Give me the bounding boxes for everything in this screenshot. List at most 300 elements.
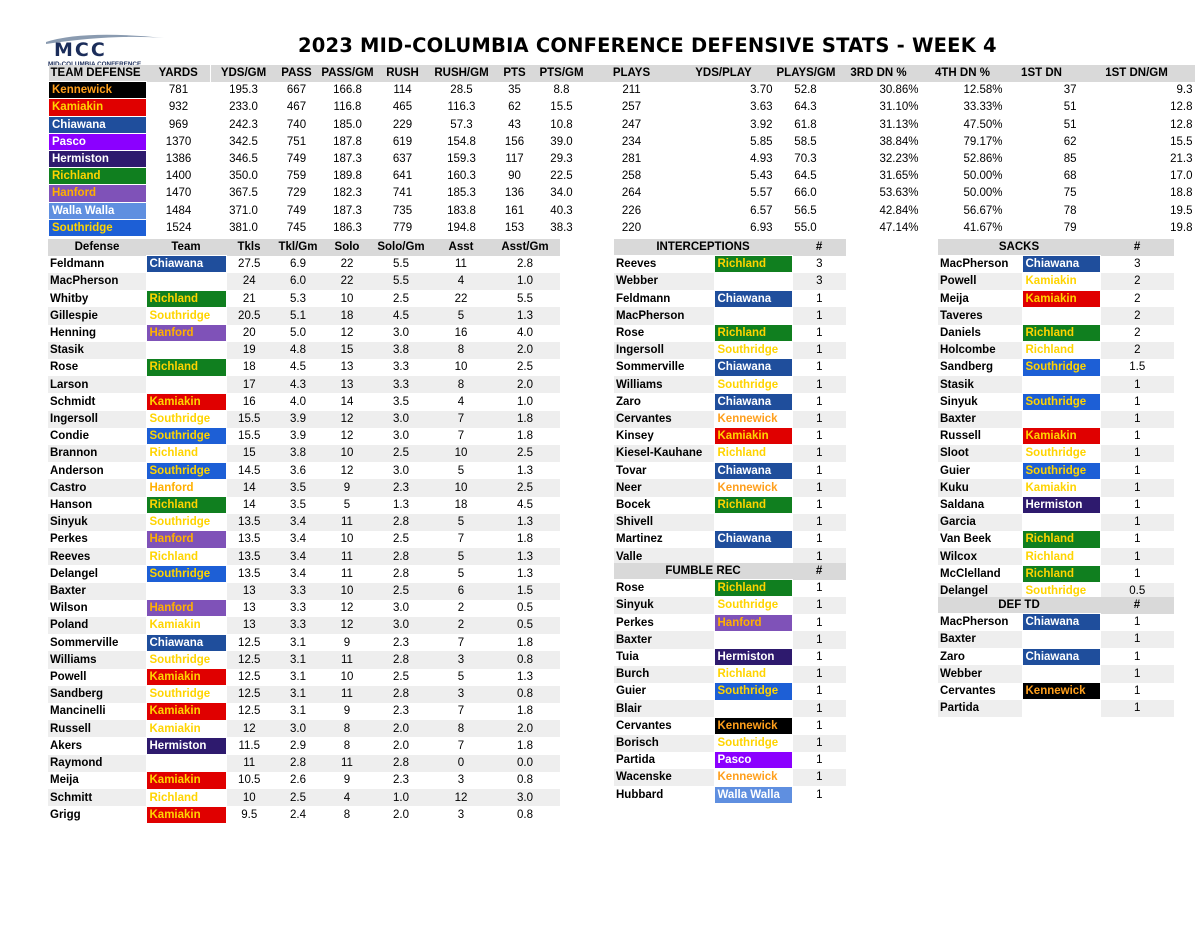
table-row (48, 565, 560, 582)
stat-cell: 2.8 (272, 755, 324, 772)
column-header: Asst/Gm (490, 239, 560, 256)
player-name: Ingersoll (48, 411, 146, 428)
table-row (614, 462, 846, 479)
stat-cell: 15.5 (1170, 135, 1193, 148)
stat-cell: 64.5 (794, 170, 817, 183)
stat-cell: 3.5 (393, 395, 409, 408)
player-name: Feldmann (50, 258, 105, 271)
player-name: Williams (48, 651, 146, 668)
stat-cell: 781 (168, 84, 189, 97)
stat-cell: 4 (324, 789, 370, 806)
column-header: RUSH/GM (427, 65, 497, 82)
stat-cell: 3.4 (290, 567, 306, 580)
stat-cell: 12 (340, 602, 354, 615)
player-name: Raymond (48, 755, 146, 772)
stat-cell: 68 (1063, 170, 1077, 183)
player-name: Shivell (614, 514, 714, 531)
stat-cell: 50.00% (963, 187, 1003, 200)
stat-cell: 17.0 (1170, 170, 1193, 183)
stat-cell: 2.0 (370, 720, 432, 737)
table-row (614, 717, 846, 734)
stat-cell: 2 (1134, 292, 1141, 305)
team-cell: Chiawana (714, 359, 792, 376)
stat-cell: 85 (1063, 153, 1077, 166)
stat-cell: 4.3 (272, 376, 324, 393)
stat-cell: 1 (1100, 665, 1174, 682)
team-cell: Chiawana (49, 116, 147, 133)
stat-cell: 1 (1100, 514, 1174, 531)
stat-cell: 47.14% (879, 221, 919, 234)
stat-cell: 7 (457, 636, 465, 649)
team-cell: Richland (714, 666, 792, 683)
stat-cell: 16 (454, 327, 468, 340)
stat-cell: 183.8 (447, 204, 476, 217)
stat-cell: 3.0 (370, 617, 432, 634)
stat-cell: 1.3 (517, 567, 533, 580)
column-header: PASS/GM (317, 65, 379, 82)
stat-cell: 62 (508, 101, 521, 114)
stat-cell: 0.5 (490, 617, 560, 634)
stat-cell: 9 (343, 636, 351, 649)
stat-cell: 1.0 (490, 273, 560, 290)
player-name: Delangel (50, 567, 98, 580)
stat-cell: 1 (816, 430, 823, 443)
stat-cell: 258 (621, 170, 642, 183)
player-name: Sommerville (616, 361, 685, 374)
stat-cell: 4.0 (290, 395, 306, 408)
team-cell: Walla Walla (714, 514, 792, 531)
team-cell: Chiawana (714, 307, 792, 324)
table-row (938, 342, 1174, 359)
table-row (938, 614, 1174, 631)
stat-cell: 58.5 (794, 135, 817, 148)
stat-cell: 9 (324, 479, 370, 496)
team-cell: Southridge (714, 376, 792, 393)
table-row (48, 359, 560, 376)
stat-cell: 31.65% (879, 170, 919, 183)
stat-cell: 1 (816, 499, 823, 512)
stat-cell: 14 (226, 479, 272, 496)
stat-cell: 2.5 (517, 361, 533, 374)
table-row (614, 256, 846, 273)
stat-cell: 3 (792, 273, 846, 290)
table-row (614, 307, 846, 324)
stat-cell: 3.70 (750, 84, 773, 97)
table-row (614, 531, 846, 548)
stat-cell: 1 (1100, 445, 1174, 462)
stat-cell: 5.5 (370, 273, 432, 290)
stat-cell: 52.86% (963, 153, 1003, 166)
stat-cell: 2 (1134, 327, 1141, 340)
stat-cell: 12.5 (226, 651, 272, 668)
player-name: Kinsey (616, 430, 654, 443)
stat-cell: 2.3 (393, 705, 409, 718)
table-row (49, 202, 1195, 219)
player-name: Martinez (616, 533, 663, 546)
team-cell: Kamiakin (146, 617, 226, 634)
stat-cell: 3.8 (370, 342, 432, 359)
section-header: SACKS (938, 239, 1100, 256)
table-row (614, 580, 846, 597)
stat-cell: 53.63% (879, 187, 919, 200)
team-cell: Chiawana (714, 700, 792, 717)
table-row (938, 428, 1174, 445)
stat-cell: 7 (457, 533, 465, 546)
stat-cell: 13 (226, 617, 272, 634)
table-row (614, 290, 846, 307)
stat-cell: 38.84% (879, 135, 919, 148)
stat-cell: 211 (622, 84, 641, 97)
section-header: DEF TD (938, 597, 1100, 614)
stat-cell: 12.58% (963, 84, 1003, 97)
stat-cell: 14.5 (238, 464, 261, 477)
stat-cell: 12 (324, 617, 370, 634)
stat-cell: 1 (816, 361, 823, 374)
stat-cell: 18 (242, 361, 256, 374)
table-row (614, 666, 846, 683)
table-row (48, 720, 560, 737)
mcc-logo (44, 32, 169, 68)
table-row (48, 548, 560, 565)
stat-cell: 3.3 (272, 617, 324, 634)
stat-cell: 5 (457, 671, 465, 684)
stat-cell: 3 (432, 686, 490, 703)
stat-cell: 3.1 (290, 705, 306, 718)
column-header: Asst (432, 239, 490, 256)
stat-cell: 7 (457, 705, 465, 718)
column-header: 3RD DN % (837, 65, 921, 82)
stat-cell: 194.8 (447, 221, 476, 234)
table-row (49, 82, 1195, 99)
stat-cell: 10 (324, 583, 370, 600)
player-name: Brannon (48, 445, 146, 462)
stat-cell: 13.5 (226, 514, 272, 531)
stat-cell: 51 (1063, 118, 1077, 131)
stat-cell: 153 (504, 221, 525, 234)
stat-cell: 12 (340, 430, 354, 443)
table-row (614, 631, 846, 648)
column-header: Tkls (226, 239, 272, 256)
table-row (48, 514, 560, 531)
stat-cell: 6.57 (750, 204, 773, 217)
stat-cell: 11 (226, 755, 272, 772)
team-cell: Richland (1022, 548, 1100, 565)
player-name: Van Beek (940, 533, 992, 546)
team-cell: Hermiston (714, 649, 792, 666)
team-cell: Southridge (1022, 445, 1100, 462)
team-cell: Richland (714, 497, 792, 514)
stat-cell: 51 (1063, 101, 1077, 114)
stat-cell: 1 (1134, 395, 1141, 408)
team-cell: Southridge (1022, 359, 1100, 376)
team-cell: Kennewick (714, 411, 792, 428)
stat-cell: 2.5 (393, 671, 409, 684)
table-row (614, 614, 846, 631)
stat-cell: 1 (792, 769, 846, 786)
sacks-table (938, 239, 1174, 600)
stat-cell: 1 (1100, 411, 1174, 428)
table-row (48, 772, 560, 789)
stat-cell: 14 (340, 395, 354, 408)
stat-cell: 62 (1063, 135, 1077, 148)
stat-cell: 12 (340, 327, 354, 340)
table-row (938, 393, 1174, 410)
stat-cell: 70.3 (794, 153, 817, 166)
stat-cell: 381.0 (229, 221, 258, 234)
team-cell: Hanford (146, 600, 226, 617)
stat-cell: 47.50% (963, 118, 1003, 131)
stat-cell: 5 (457, 464, 465, 477)
stat-cell: 4.5 (290, 361, 306, 374)
player-name: Sloot (938, 445, 1022, 462)
player-name: Perkes (50, 533, 88, 546)
stat-cell: 1 (1100, 631, 1174, 648)
stat-cell: 1 (1134, 430, 1141, 443)
stat-cell: 741 (392, 187, 413, 200)
stat-cell: 2.9 (290, 739, 306, 752)
player-name: Rose (616, 582, 645, 595)
player-name: Williams (614, 376, 714, 393)
stat-cell: 11 (324, 686, 370, 703)
stat-cell: 1.8 (490, 411, 560, 428)
team-cell: Chiawana (714, 290, 792, 307)
stat-cell: 3.1 (290, 671, 306, 684)
player-name: Saldana (940, 499, 985, 512)
stat-cell: 740 (286, 118, 307, 131)
stat-cell: 5 (343, 499, 351, 512)
player-name: Cervantes (614, 411, 714, 428)
table-row (938, 565, 1174, 582)
stat-cell: 2.3 (393, 774, 409, 787)
stat-cell: 281 (621, 153, 642, 166)
player-name: Hubbard (616, 788, 664, 801)
team-cell: Kamiakin (146, 703, 226, 720)
team-cell: Pasco (714, 548, 792, 565)
stat-cell: 1.3 (490, 307, 560, 324)
stat-cell: 30.86% (879, 84, 919, 97)
team-cell: Kamiakin (146, 720, 226, 737)
stat-cell: 1.0 (517, 395, 533, 408)
stat-cell: 1 (816, 685, 823, 698)
page-title: 2023 MID-COLUMBIA CONFERENCE DEFENSIVE STATS - WEEK 4 (298, 34, 997, 57)
team-cell: Richland (49, 168, 147, 185)
stat-cell: 7 (457, 430, 465, 443)
column-header: RUSH (379, 65, 427, 82)
team-cell: Richland (1022, 325, 1100, 342)
stat-cell: 33.33% (963, 101, 1003, 114)
player-name: Tovar (616, 464, 647, 477)
column-header: Team (146, 239, 226, 256)
table-row (48, 307, 560, 324)
player-name: Webber (938, 665, 1022, 682)
column-header: # (1100, 597, 1174, 614)
team-cell: Southridge (1022, 583, 1100, 600)
stat-cell: 28.5 (450, 84, 473, 97)
stat-cell: 6.93 (750, 221, 773, 234)
stat-cell: 18 (454, 499, 468, 512)
stat-cell: 0.8 (517, 808, 533, 821)
stat-cell: 10.8 (550, 118, 573, 131)
team-cell: Southridge (146, 565, 226, 582)
table-row (48, 325, 560, 342)
stat-cell: 187.3 (333, 153, 362, 166)
stat-cell: 9.5 (241, 808, 258, 821)
team-cell: Hermiston (146, 737, 226, 754)
stat-cell: 0.8 (490, 651, 560, 668)
player-name: Rose (50, 361, 79, 374)
player-name: Grigg (50, 808, 81, 821)
table-row (48, 256, 560, 273)
stat-cell: 3.4 (272, 548, 324, 565)
stat-cell: 15 (324, 342, 370, 359)
table-row (48, 634, 560, 651)
stat-cell: 3.9 (290, 430, 306, 443)
stat-cell: 4 (432, 273, 490, 290)
stat-cell: 2.8 (370, 514, 432, 531)
table-row (938, 307, 1174, 324)
player-name: Baxter (48, 583, 146, 600)
stat-cell: 6 (432, 583, 490, 600)
stat-cell: 1524 (165, 221, 192, 234)
team-cell: Kamiakin (1022, 428, 1100, 445)
team-cell: Walla Walla (49, 202, 147, 219)
stat-cell: 79.17% (963, 135, 1003, 148)
stat-cell: 3.9 (272, 411, 324, 428)
stat-cell: 185.3 (447, 187, 476, 200)
player-name: Partida (938, 700, 1022, 717)
team-cell: Chiawana (714, 531, 792, 548)
team-cell: Chiawana (146, 583, 226, 600)
stat-cell: 11 (324, 514, 370, 531)
stat-cell: 43 (508, 118, 521, 131)
player-name: Daniels (940, 327, 981, 340)
stat-cell: 932 (168, 101, 189, 114)
player-name: Rose (616, 327, 645, 340)
player-name: Reeves (48, 548, 146, 565)
stat-cell: 2.0 (393, 739, 409, 752)
player-name: Sinyuk (940, 395, 978, 408)
stat-cell: 1 (816, 616, 823, 629)
team-cell: Chiawana (1022, 648, 1100, 665)
stat-cell: 13.5 (238, 567, 261, 580)
stat-cell: 3.3 (370, 376, 432, 393)
stat-cell: 2.0 (490, 342, 560, 359)
stat-cell: 0.5 (517, 602, 533, 615)
stat-cell: 1 (816, 533, 823, 546)
stat-cell: 11 (324, 651, 370, 668)
table-row (938, 665, 1174, 682)
stat-cell: 12.8 (1170, 118, 1193, 131)
player-name: Cervantes (940, 685, 996, 698)
stat-cell: 5 (432, 548, 490, 565)
stat-cell: 13 (324, 376, 370, 393)
player-name: Holcombe (938, 342, 1022, 359)
team-cell: Kamiakin (146, 393, 226, 410)
player-name: Neer (614, 479, 714, 496)
stat-cell: 4.0 (517, 327, 533, 340)
stat-cell: 1 (1134, 567, 1141, 580)
player-name: Baxter (938, 631, 1022, 648)
player-name: Castro (48, 479, 146, 496)
stat-cell: 234 (621, 135, 642, 148)
stat-cell: 1 (1100, 700, 1174, 717)
stat-cell: 3.1 (290, 636, 306, 649)
stat-cell: 64.3 (794, 101, 817, 114)
table-row (614, 769, 846, 786)
stat-cell: 21.3 (1170, 153, 1193, 166)
team-cell: Southridge (146, 686, 226, 703)
stat-cell: 247 (621, 118, 642, 131)
stat-cell: 1 (1134, 685, 1141, 698)
stat-cell: 9 (343, 774, 351, 787)
stat-cell: 3 (457, 808, 465, 821)
stat-cell: 56.5 (794, 204, 817, 217)
stat-cell: 4.8 (272, 342, 324, 359)
player-name: Guier (616, 685, 647, 698)
stat-cell: 1 (816, 754, 823, 767)
stat-cell: 1 (792, 479, 846, 496)
stat-cell: 3 (432, 651, 490, 668)
player-name: Meija (50, 774, 79, 787)
player-name: Stasik (938, 376, 1022, 393)
stat-cell: 619 (392, 135, 413, 148)
table-row (938, 683, 1174, 700)
stat-cell: 13 (242, 602, 256, 615)
stat-cell: 12.5 (226, 686, 272, 703)
stat-cell: 42.84% (879, 204, 919, 217)
table-row (938, 531, 1174, 548)
stat-cell: 8.8 (553, 84, 570, 97)
stat-cell: 37 (1063, 84, 1077, 97)
stat-cell: 1484 (165, 204, 192, 217)
table-row (614, 735, 846, 752)
stat-cell: 3.1 (272, 651, 324, 668)
stat-cell: 264 (621, 187, 642, 200)
stat-cell: 2.5 (370, 445, 432, 462)
stat-cell: 15.5 (238, 430, 261, 443)
stat-cell: 1.3 (517, 671, 533, 684)
player-name: Baxter (614, 631, 714, 648)
table-row (614, 273, 846, 290)
stat-cell: 12.5 (238, 636, 261, 649)
stat-cell: 41.67% (963, 221, 1003, 234)
stat-cell: 1.8 (517, 739, 533, 752)
stat-cell: 5.5 (517, 292, 533, 305)
stat-cell: 66.0 (794, 187, 817, 200)
stat-cell: 9 (343, 705, 351, 718)
stat-cell: 1 (816, 719, 823, 732)
stat-cell: 12 (340, 464, 354, 477)
stat-cell: 14 (242, 499, 256, 512)
stat-cell: 1 (792, 597, 846, 614)
stat-cell: 5.1 (272, 307, 324, 324)
stat-cell: 1 (816, 292, 823, 305)
stat-cell: 371.0 (229, 204, 258, 217)
table-row (938, 290, 1174, 307)
stat-cell: 19.5 (1170, 204, 1193, 217)
stat-cell: 61.8 (794, 118, 817, 131)
stat-cell: 0.0 (490, 755, 560, 772)
stat-cell: 1 (1134, 464, 1141, 477)
team-cell: Hermiston (1022, 514, 1100, 531)
stat-cell: 186.3 (333, 221, 362, 234)
table-row (48, 600, 560, 617)
stat-cell: 20.5 (226, 307, 272, 324)
stat-cell: 637 (392, 153, 413, 166)
stat-cell: 55.0 (794, 221, 817, 234)
player-name: Bocek (616, 499, 651, 512)
team-cell: Southridge (714, 735, 792, 752)
